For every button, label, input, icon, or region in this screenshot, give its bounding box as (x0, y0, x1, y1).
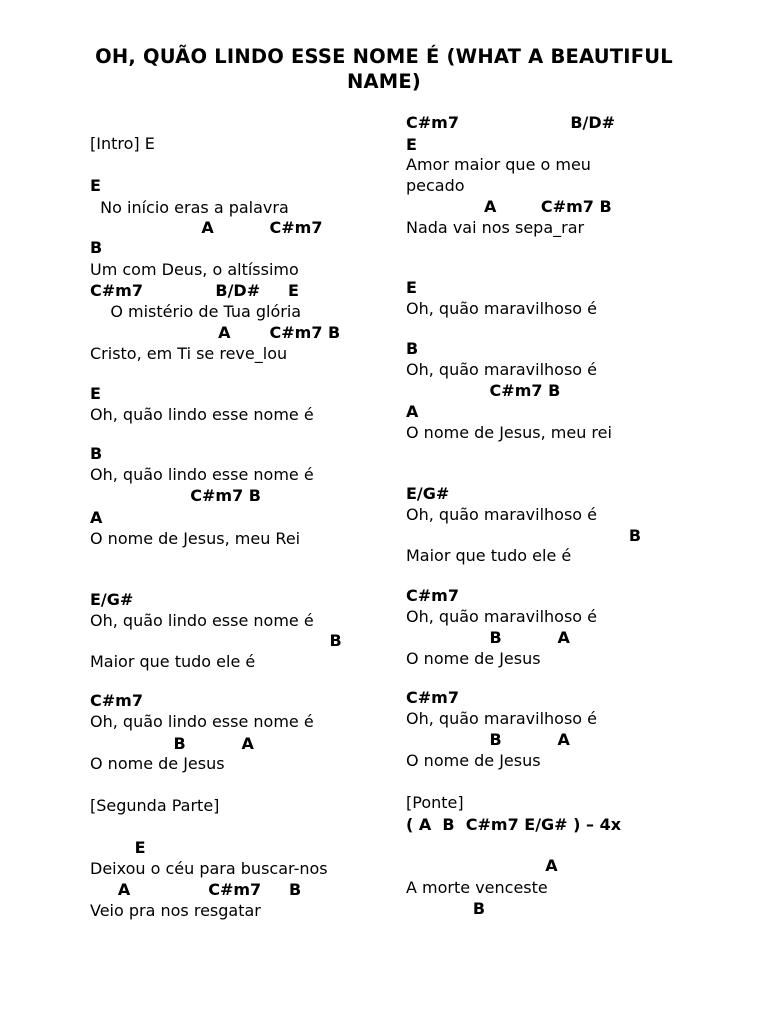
chord-line: B (406, 526, 642, 545)
lyric-line: O nome de Jesus (90, 754, 225, 773)
chord-line: A C#m7 B (90, 323, 341, 342)
lyric-line: O nome de Jesus, meu Rei (90, 529, 301, 548)
chord-line: C#m7 B (406, 381, 561, 400)
lyric-line: Oh, quão lindo esse nome é (90, 405, 314, 424)
lyric-line: Oh, quão maravilhoso é (406, 360, 597, 379)
lyric-line: Deixou o céu para buscar-nos (90, 859, 328, 878)
lyric-line: Oh, quão lindo esse nome é (90, 712, 314, 731)
chord-line: B (90, 631, 342, 650)
chord-line: E (90, 838, 146, 857)
chord-line: E (90, 384, 101, 403)
lyric-line: Maior que tudo ele é (90, 652, 256, 671)
chord-line: E/G# (90, 590, 134, 609)
chord-line: A C#m7 (90, 218, 323, 237)
chord-line: C#m7 (406, 688, 459, 707)
lyric-line: Amor maior que o meu (406, 155, 591, 174)
chord-line: A (406, 402, 419, 421)
chord-line: B (90, 444, 103, 463)
lyric-line: O nome de Jesus (406, 751, 541, 770)
chord-line: B (406, 899, 486, 918)
lyric-line: O nome de Jesus, meu rei (406, 423, 612, 442)
lyric-line: Oh, quão lindo esse nome é (90, 465, 314, 484)
chord-line: B (90, 238, 103, 257)
lyric-line: Um com Deus, o altíssimo (90, 260, 299, 279)
lyric-line: A morte venceste (406, 878, 548, 897)
lyric-line: Maior que tudo ele é (406, 546, 572, 565)
chord-line: B A (90, 734, 254, 753)
lyric-line: Oh, quão maravilhoso é (406, 505, 597, 524)
chord-line: A C#m7 B (406, 197, 612, 216)
chord-line: B A (406, 628, 570, 647)
chord-line: C#m7 B/D# (406, 113, 616, 132)
song-title: OH, QUÃO LINDO ESSE NOME É (WHAT A BEAUTIFUL NAME) (95, 45, 673, 93)
chord-line: A C#m7 B (90, 880, 302, 899)
chord-line: E (406, 135, 417, 154)
lyric-line: Oh, quão lindo esse nome é (90, 611, 314, 630)
chord-line: C#m7 B/D# E (90, 281, 299, 300)
chord-line: ( A B C#m7 E/G# ) – 4x (406, 815, 622, 834)
chord-line: B (406, 339, 419, 358)
chord-line: A (90, 508, 103, 527)
chord-line: C#m7 (90, 691, 143, 710)
lyric-line: Veio pra nos resgatar (90, 901, 261, 920)
chord-line: E (90, 176, 101, 195)
lyric-line: [Segunda Parte] (90, 796, 220, 815)
chord-line: E/G# (406, 484, 450, 503)
chord-line: C#m7 B (90, 486, 261, 505)
lyric-line: No início eras a palavra (90, 198, 289, 217)
chord-line: E (406, 278, 417, 297)
lyric-line: [Ponte] (406, 793, 464, 812)
chord-line: C#m7 (406, 586, 459, 605)
chord-line: B A (406, 730, 570, 749)
lyric-line: Cristo, em Ti se reve_lou (90, 344, 288, 363)
lyric-line: Nada vai nos sepa_rar (406, 218, 585, 237)
chord-line: A (406, 856, 558, 875)
lyric-line: O mistério de Tua glória (90, 302, 302, 321)
lyric-line: O nome de Jesus (406, 649, 541, 668)
lyric-line: Oh, quão maravilhoso é (406, 709, 597, 728)
lyric-line: Oh, quão maravilhoso é (406, 299, 597, 318)
lyric-line: [Intro] E (90, 134, 155, 153)
lyric-line: Oh, quão maravilhoso é (406, 607, 597, 626)
lyric-line: pecado (406, 176, 465, 195)
